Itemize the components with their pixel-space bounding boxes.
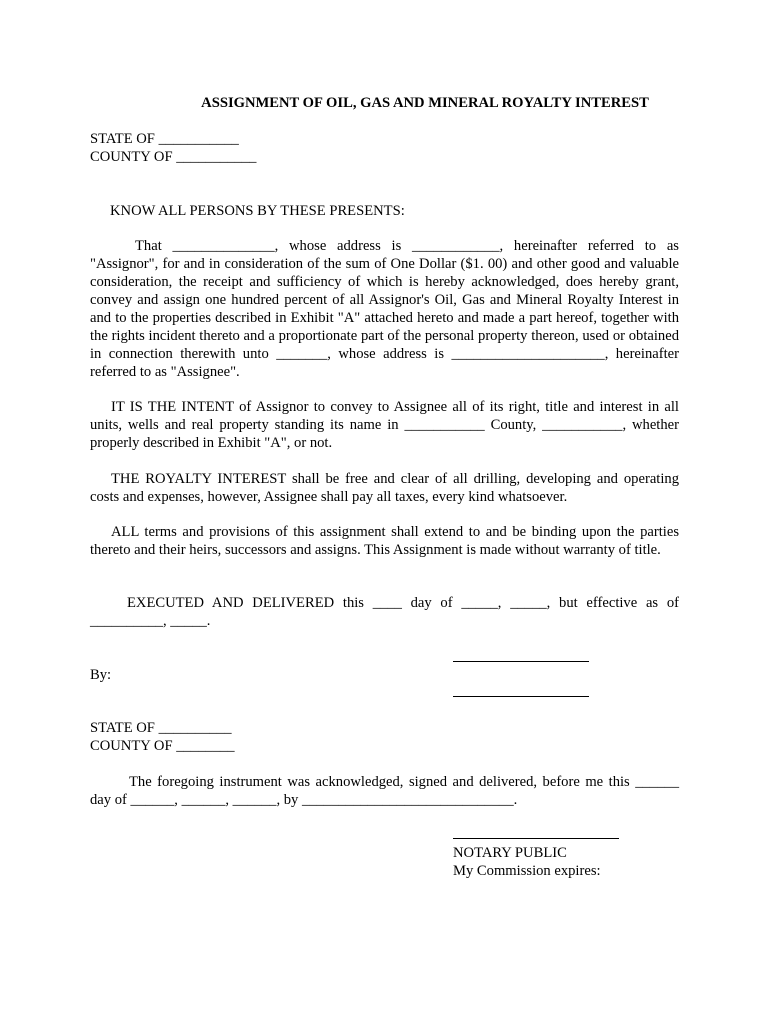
signature-line-1 (453, 661, 589, 662)
terms-paragraph: ALL terms and provisions of this assignment shall extend to and be binding upon the parties thereto and their heirs, successors and assigns. This Assignment is made without warranty of title. (90, 524, 679, 558)
county-line-top: COUNTY OF ___________ (90, 149, 257, 165)
by-label: By: (90, 667, 112, 683)
acknowledged-paragraph: The foregoing instrument was acknowledged, signed and delivered, before me this ______ day of ______, ______, ______, by _____________________________. (90, 774, 679, 808)
commission-expires-label: My Commission expires: (453, 863, 601, 879)
state-line-notary: STATE OF __________ (90, 720, 232, 736)
county-line-notary: COUNTY OF ________ (90, 738, 235, 754)
document-title: ASSIGNMENT OF OIL, GAS AND MINERAL ROYALTY INTEREST (201, 95, 649, 111)
state-line-top: STATE OF ___________ (90, 131, 239, 147)
notary-signature-line (453, 838, 619, 839)
royalty-paragraph: THE ROYALTY INTEREST shall be free and clear of all drilling, developing and operating costs and expenses, however, Assignee shall pay all taxes, every kind whatsoever. (90, 471, 679, 505)
know-all-heading: KNOW ALL PERSONS BY THESE PRESENTS: (110, 203, 405, 219)
intent-paragraph: IT IS THE INTENT of Assignor to convey to Assignee all of its right, title and interest in all units, wells and real property standing its name in ___________ County, ___________, whether properly described in Exhibit "A", or not. (90, 399, 679, 451)
signature-line-2 (453, 696, 589, 697)
notary-public-label: NOTARY PUBLIC (453, 845, 567, 861)
that-paragraph: That ______________, whose address is ____________, hereinafter referred to as "Assignor", for and in consideration of the sum of One Dollar ($1. 00) and other good and valuable consideration, the receipt and sufficiency of which is hereby acknowledged, does hereby grant, convey and assign one hundred percent of all Assignor's Oil, Gas and Mineral Royalty Interest in and to the properties described in Exhibit "A" attached hereto and made a part hereof, together with the rights incident thereto and a proportionate part of the personal property thereon, used or obtained in connection therewith unto _______, whose address is _____________________, hereinafter referred to as "Assignee". (90, 238, 679, 380)
executed-paragraph: EXECUTED AND DELIVERED this ____ day of _____, _____, but effective as of __________, _____. (90, 595, 679, 629)
